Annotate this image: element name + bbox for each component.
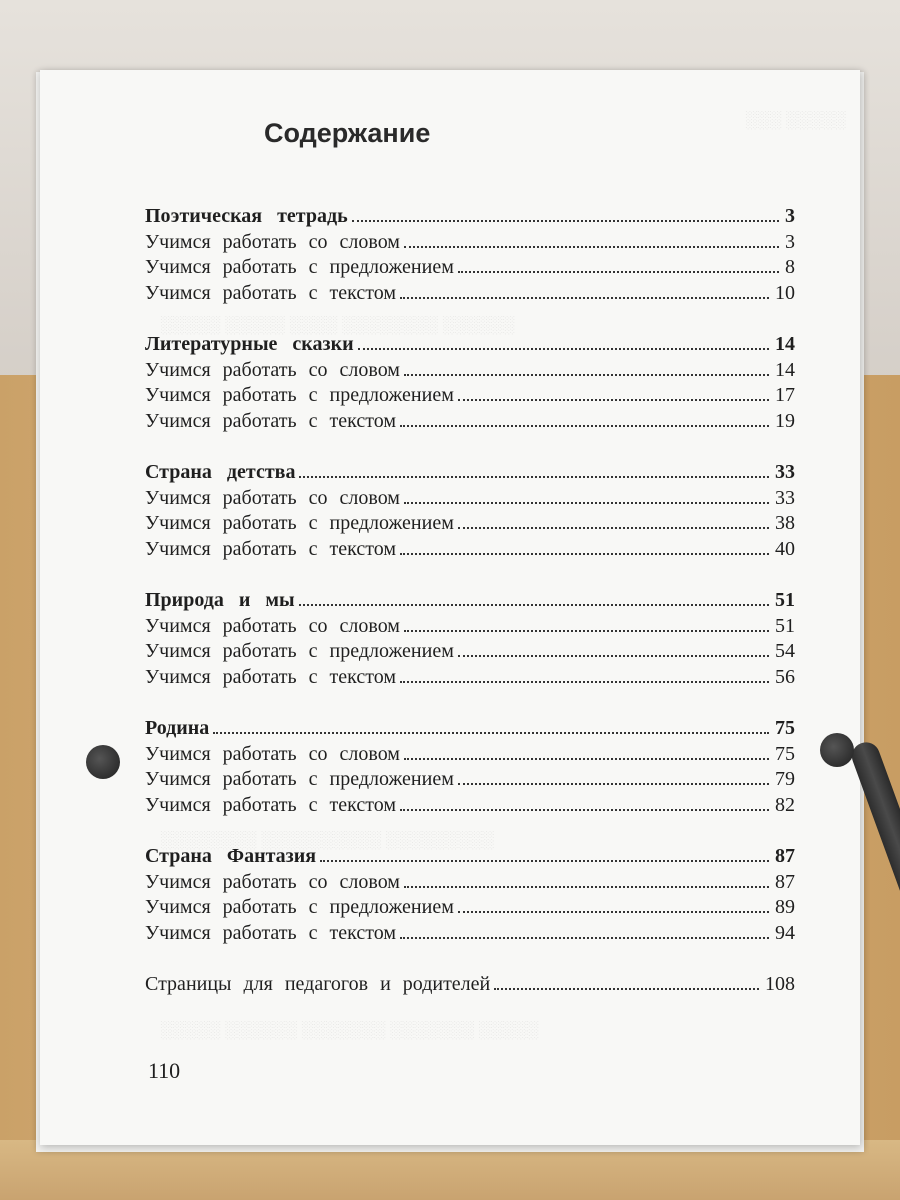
- toc-section-heading: [145, 589, 795, 615]
- bleed-through-text: ░░░░░ ░░░░░░ ░░░░░░░ ░░░░░░░ ░░░░░: [160, 1020, 539, 1039]
- toc-entry-label: Учимся работать с предложением: [145, 640, 454, 662]
- leader-dots: [400, 297, 769, 299]
- toc-section-heading: [145, 461, 795, 487]
- leader-dots: [213, 732, 769, 734]
- toc-heading-label: Родина: [145, 717, 210, 739]
- leader-dots: [404, 886, 769, 888]
- toc-section: [145, 717, 795, 819]
- toc-entry: [145, 410, 795, 436]
- toc-entry-label: Учимся работать со словом: [145, 870, 400, 893]
- toc-page-number: 14: [775, 333, 795, 355]
- toc-page-number: 75: [775, 742, 795, 765]
- toc-entry: [145, 615, 795, 641]
- page-title: Содержание: [264, 118, 431, 148]
- leader-dots: [404, 374, 769, 376]
- toc-entry-label: Учимся работать со словом: [145, 614, 400, 637]
- toc-page-number: 3: [785, 205, 795, 227]
- leader-dots: [320, 860, 769, 862]
- toc-entry: [145, 512, 795, 538]
- page-number: 110: [148, 1058, 181, 1083]
- stand-knob-right: [820, 733, 854, 767]
- toc-entry-label: Учимся работать с предложением: [145, 512, 454, 534]
- toc-section: [145, 333, 795, 435]
- toc-entry-label: Учимся работать со словом: [145, 486, 400, 509]
- toc-entry-label: Учимся работать с текстом: [145, 537, 396, 560]
- toc-entry-label: Учимся работать с текстом: [145, 793, 396, 816]
- toc-entry-label: Учимся работать с текстом: [145, 665, 396, 688]
- leader-dots: [299, 604, 769, 606]
- leader-dots: [352, 220, 779, 222]
- toc-entry: [145, 487, 795, 513]
- toc-page-number: 54: [775, 640, 795, 662]
- leader-dots: [400, 425, 769, 427]
- toc-entry-label: Учимся работать с предложением: [145, 384, 454, 406]
- toc-entry-label: Учимся работать со словом: [145, 230, 400, 253]
- leader-dots: [458, 783, 769, 785]
- toc-entry-label: Учимся работать с предложением: [145, 896, 454, 918]
- toc-page-number: 51: [775, 589, 795, 611]
- toc-entry: [145, 256, 795, 282]
- toc-heading-label: Страна детства: [145, 461, 296, 483]
- leader-dots: [400, 553, 769, 555]
- toc-entry-label: Учимся работать с предложением: [145, 256, 454, 278]
- leader-dots: [400, 937, 769, 939]
- toc-entry-label: Учимся работать со словом: [145, 358, 400, 381]
- toc-entry: [145, 794, 795, 820]
- toc-entry: [145, 640, 795, 666]
- toc-section-heading: [145, 205, 795, 231]
- document-page: [40, 70, 860, 1145]
- toc-entry: [145, 743, 795, 769]
- toc-entry: [145, 768, 795, 794]
- toc-page-number: 17: [775, 384, 795, 406]
- toc-entry: [145, 384, 795, 410]
- toc-page-number: 51: [775, 614, 795, 637]
- toc-page-number: 56: [775, 665, 795, 688]
- leader-dots: [458, 527, 769, 529]
- leader-dots: [458, 655, 769, 657]
- toc-section: [145, 205, 795, 307]
- toc-page-number: 82: [775, 793, 795, 816]
- toc-entry: [145, 282, 795, 308]
- bleed-through-text: ░░░░░ ░░░░░ ░░░░ ░░░░░░░░ ░░░░░░: [160, 315, 515, 334]
- leader-dots: [404, 502, 769, 504]
- toc-page-number: 10: [775, 281, 795, 304]
- toc-page-number: 94: [775, 921, 795, 944]
- toc-section: [145, 461, 795, 563]
- toc-heading-label: Страна Фантазия: [145, 845, 317, 867]
- toc-section-heading: [145, 333, 795, 359]
- toc-page-number: 89: [775, 896, 795, 918]
- leader-dots: [358, 348, 769, 350]
- bleed-through-text: ░░░ ░░░░░: [745, 110, 846, 129]
- stand-knob-left: [86, 745, 120, 779]
- toc-heading-label: Литературные сказки: [145, 333, 354, 355]
- toc-entry: [145, 666, 795, 692]
- leader-dots: [458, 911, 769, 913]
- toc-page-number: 38: [775, 512, 795, 534]
- toc-entry: [145, 922, 795, 948]
- toc-entry-label: Учимся работать с текстом: [145, 921, 396, 944]
- toc-page-number: 3: [785, 230, 795, 253]
- toc-page-number: 14: [775, 358, 795, 381]
- toc-page-number: 33: [775, 461, 795, 483]
- bleed-through-text: ░░░░░░░░ ░░░░░░░░░░ ░░░░░░░░░: [160, 830, 494, 849]
- toc-entry-label: Учимся работать со словом: [145, 742, 400, 765]
- leader-dots: [494, 988, 759, 990]
- toc-page-number: 108: [765, 973, 795, 995]
- leader-dots: [404, 246, 779, 248]
- toc-section-heading: [145, 845, 795, 871]
- leader-dots: [400, 809, 769, 811]
- toc-section-heading: [145, 717, 795, 743]
- leader-dots: [404, 630, 769, 632]
- toc-page-number: 75: [775, 717, 795, 739]
- toc-entry-label: Учимся работать с текстом: [145, 281, 396, 304]
- toc-heading-label: Поэтическая тетрадь: [145, 205, 348, 227]
- leader-dots: [404, 758, 769, 760]
- toc-entry: [145, 359, 795, 385]
- toc-entry: [145, 538, 795, 564]
- toc-entry: [145, 871, 795, 897]
- toc-page-number: 79: [775, 768, 795, 790]
- leader-dots: [458, 399, 769, 401]
- toc-final-entry: [145, 973, 795, 999]
- toc-entry: [145, 231, 795, 257]
- toc-heading-label: Природа и мы: [145, 589, 295, 611]
- toc-entry-label: Страницы для педагогов и родителей: [145, 973, 491, 995]
- toc-section: [145, 589, 795, 691]
- leader-dots: [299, 476, 769, 478]
- leader-dots: [400, 681, 769, 683]
- toc-entry: [145, 896, 795, 922]
- table-of-contents: [145, 205, 795, 999]
- toc-page-number: 87: [775, 870, 795, 893]
- toc-page-number: 40: [775, 537, 795, 560]
- leader-dots: [458, 271, 779, 273]
- toc-section: [145, 845, 795, 947]
- toc-page-number: 19: [775, 409, 795, 432]
- toc-page-number: 33: [775, 486, 795, 509]
- toc-page-number: 8: [785, 256, 795, 278]
- toc-page-number: 87: [775, 845, 795, 867]
- toc-entry-label: Учимся работать с текстом: [145, 409, 396, 432]
- toc-entry-label: Учимся работать с предложением: [145, 768, 454, 790]
